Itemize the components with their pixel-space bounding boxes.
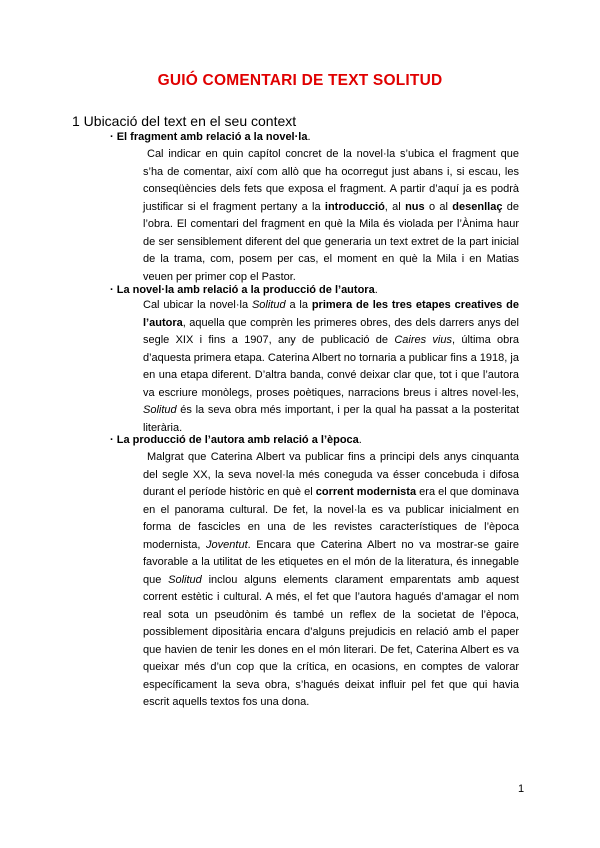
- text-run: a la: [285, 299, 312, 311]
- subheading-period: .: [358, 434, 362, 446]
- subheading-text: · La producció de l’autora amb relació a l’època: [110, 434, 359, 446]
- text-run: , al: [384, 200, 406, 213]
- text-run: era el que dominava en el panorama cultural. De fet, la novel·la es va publicar inicialment en forma de fascicles en una de les revistes característiques de l’època modernista,: [143, 486, 519, 551]
- bold-term-introduccio: introducció: [324, 200, 385, 213]
- text-run: és la seva obra més important, i per la qual ha passat a la posteritat literària.: [143, 404, 519, 434]
- subheading-period: .: [374, 284, 378, 296]
- text-run: Malgrat que Caterina Albert va publicar fins a principi dels anys cinquanta del segle XX, la seva novel·la més coneguda va ésser concebuda i difosa durant el període històric en què el: [143, 451, 519, 498]
- text-run: . Encara que Caterina Albert no va mostrar-se gaire favorable a la utilitat de les etiquetes en el món de la literatura, és innegable que: [143, 538, 520, 586]
- section-heading-context: 1 Ubicació del text en el seu context: [72, 113, 297, 129]
- subheading-production-epoch: [110, 434, 362, 446]
- paragraph-novel-production: [143, 297, 519, 437]
- subheading-text: · La novel·la amb relació a la producció de l’autora: [110, 284, 375, 296]
- subheading-fragment-novel: [110, 131, 311, 143]
- italic-title-solitud: Solitud: [168, 573, 202, 586]
- italic-title-joventut: Joventut: [206, 538, 248, 551]
- text-run: , aquella que comprèn les primeres obres, des dels darrers anys del segle XIX i fins a 1907, any de publicació de: [143, 316, 519, 346]
- subheading-novel-production: [110, 284, 378, 296]
- paragraph-fragment-novel: [143, 146, 519, 286]
- text-run: o al: [424, 200, 453, 213]
- document-title: GUIÓ COMENTARI DE TEXT SOLITUD: [157, 72, 443, 89]
- text-run: , última obra d’aquesta primera etapa. Caterina Albert no tornaria a publicar fins a 1918, ja en una etapa diferent. D’altra banda, convé deixar clar que, tot i que l’autora va escriure monòlegs, proses poètiques, narracions breus i altres novel·les,: [143, 334, 520, 399]
- italic-title-caires-vius: Caires vius: [394, 334, 452, 346]
- subheading-period: .: [307, 131, 311, 143]
- italic-title-solitud: Solitud: [143, 404, 177, 416]
- bold-term-modernism: corrent modernista: [315, 486, 417, 498]
- bold-term-desenllac: desenllaç: [452, 200, 503, 213]
- subheading-text: · El fragment amb relació a la novel·la: [110, 131, 308, 143]
- italic-title-solitud: Solitud: [251, 299, 286, 311]
- text-run: Cal indicar en quin capítol concret de la novel·la s’ubica el fragment que s’ha de comentar, així com allò que ha ocorregut just abans i, si escau, les conseqüències dels fets que exposa el fragment. A partir d’aquí ja es podrà justificar si el fragment pertany a la: [143, 148, 519, 213]
- text-run: inclou alguns elements clarament emparentats amb aquest corrent estètic i cultural. A més, el fet que l’autora hagués d’amagar el nom real sota un pseudònim és també un reflex de la societat de l’època, possiblement dipositària encara d’alguns prejudicis en relació amb el paper que havien de tenir les dones en el món literari. De fet, Caterina Albert es va queixar més d’un cop que la crítica, en ocasions, en comptes de valorar específicament la seva obra, s’hagués deixat influir pel fet que qui havia escrit aquells textos fos una dona.: [143, 573, 519, 708]
- page-number: 1: [518, 783, 525, 795]
- paragraph-production-epoch: [143, 449, 519, 712]
- bold-term-first-stage: primera de les tres etapes creatives de l’autora: [143, 299, 519, 329]
- text-run: de l’obra. El comentari del fragment en què la Mila és violada per l’Ànima haur de ser sensiblement diferent del que generaria un text extret de la part inicial de la trama, com, posem per cas, el moment en què la Mila i en Matias veuen per primer cop el Pastor.: [143, 200, 519, 283]
- text-run: Cal ubicar la novel·la: [143, 299, 252, 311]
- bold-term-nus: nus: [405, 200, 425, 213]
